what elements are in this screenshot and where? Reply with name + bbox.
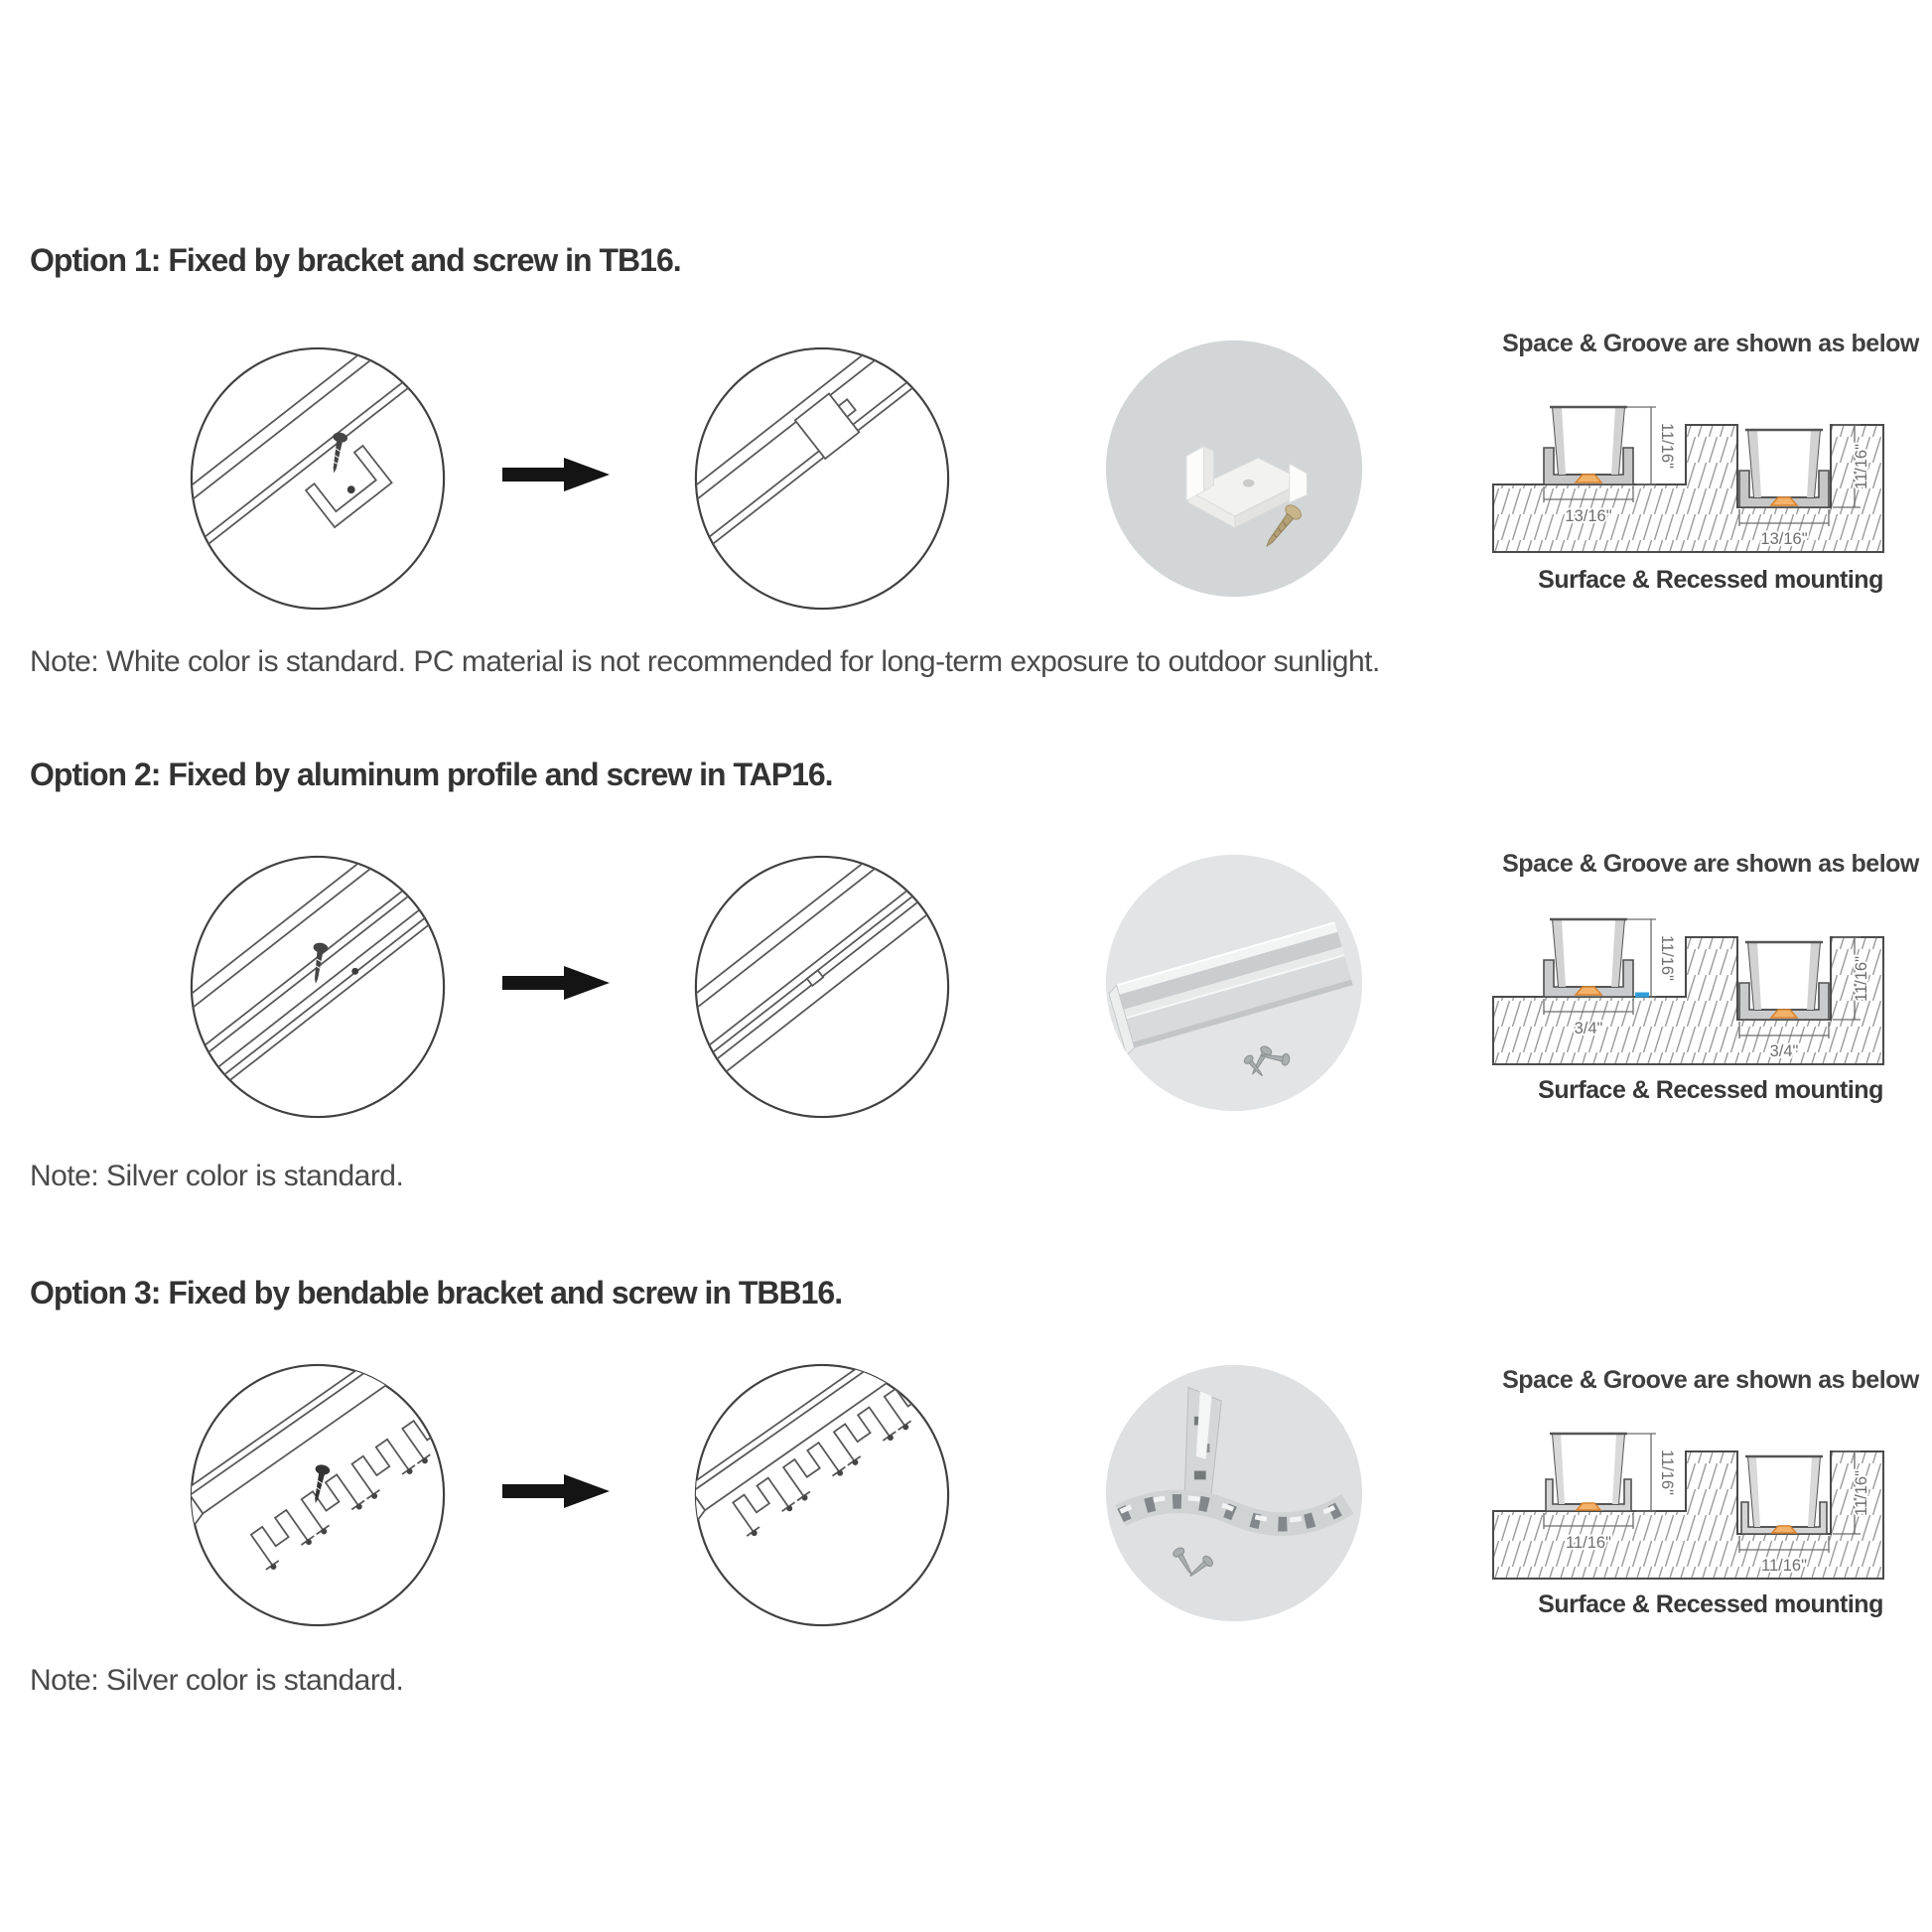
installation-sketch-before-circle [186, 852, 450, 1122]
mounting-caption: Surface & Recessed mounting [1538, 1076, 1883, 1104]
channel-profile-sketch [186, 852, 450, 1122]
installation-sketch-before-circle [186, 1360, 450, 1630]
option-3-heading: Option 3: Fixed by bendable bracket and screw in TBB16. [30, 1275, 843, 1311]
note-text: Note: Silver color is standard. [30, 1160, 404, 1192]
surface-width-dim: 3/4" [1574, 1020, 1603, 1037]
channel-bracket-sketch [186, 344, 450, 614]
aluminum-profile-photo [1103, 852, 1365, 1114]
surface-height-dim: 11/16" [1658, 935, 1676, 981]
recessed-height-dim: 11/16" [1853, 1470, 1870, 1516]
surface-mounted-channel [1544, 407, 1633, 484]
mounting-caption: Surface & Recessed mounting [1538, 1590, 1883, 1618]
photo-background [1106, 1365, 1362, 1621]
recessed-width-dim: 11/16" [1761, 1557, 1807, 1575]
bendable-bracket-photo [1103, 1362, 1365, 1624]
installation-sketch-before-circle [186, 344, 450, 614]
surface-height-dim: 11/16" [1658, 1449, 1676, 1495]
installation-sketch-after-circle [690, 852, 954, 1122]
bendable-bracket-sketch [186, 1360, 450, 1630]
recessed-height-dim: 11/16" [1853, 444, 1870, 489]
installation-sketch-after-circle [690, 1360, 954, 1630]
recessed-width-dim: 13/16" [1760, 530, 1808, 548]
bracket-photo [1103, 338, 1365, 600]
screw-hole [1243, 480, 1255, 487]
recessed-height-dim: 11/16" [1853, 956, 1870, 1002]
space-groove-title: Space & Groove are shown as below [1502, 1366, 1919, 1394]
profile-seated-sketch [690, 852, 954, 1122]
recessed-channel [1739, 942, 1829, 1020]
tube-on-clips-sketch [690, 1360, 954, 1630]
surface-width-dim: 13/16" [1565, 507, 1612, 525]
surface-height-dim: 11/16" [1658, 423, 1676, 469]
recessed-channel [1741, 1456, 1827, 1534]
arrow-right-icon [501, 963, 613, 1003]
photo-background [1106, 341, 1362, 597]
recessed-width-dim: 3/4" [1769, 1042, 1799, 1060]
option-2-heading: Option 2: Fixed by aluminum profile and screw in TAP16. [30, 757, 833, 792]
arrow-right-icon [501, 1471, 613, 1511]
mounting-caption: Surface & Recessed mounting [1538, 566, 1883, 594]
arrow-right-icon [501, 455, 613, 494]
space-groove-title: Space & Groove are shown as below [1502, 330, 1919, 357]
surface-mounted-channel [1546, 1434, 1631, 1511]
surface-width-dim: 11/16" [1566, 1534, 1611, 1552]
mounting-diagram [1489, 897, 1932, 1086]
space-groove-title: Space & Groove are shown as below [1502, 850, 1919, 878]
installation-sketch-after-circle [690, 344, 954, 614]
bracket-clipped-sketch [690, 344, 954, 614]
option-1-heading: Option 1: Fixed by bracket and screw in TB16. [30, 242, 681, 278]
note-text: Note: White color is standard. PC material is not recommended for long-term exposure to outdoor sunlight. [30, 645, 1380, 678]
mounting-diagram [1489, 385, 1932, 574]
mounting-diagram [1489, 1412, 1932, 1600]
surface-mounted-channel [1544, 919, 1633, 997]
note-text: Note: Silver color is standard. [30, 1664, 404, 1697]
recessed-channel [1739, 430, 1829, 507]
